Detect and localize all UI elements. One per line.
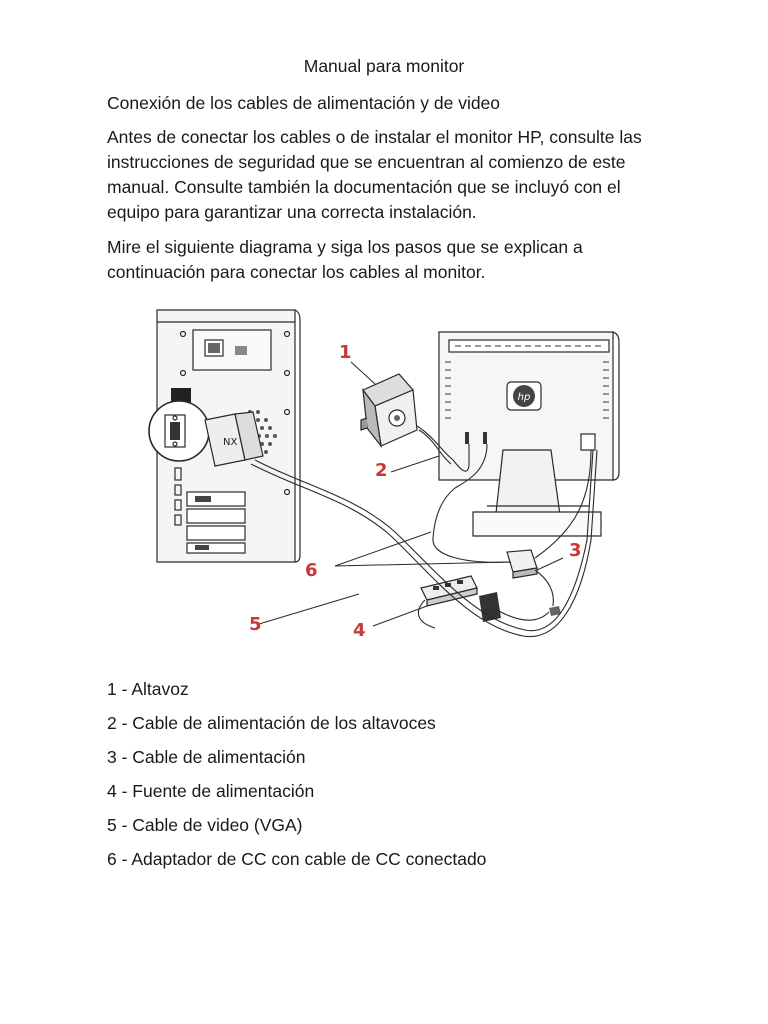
intro-paragraph: Antes de conectar los cables o de instalar el monitor HP, consulte las instrucciones de seguridad que se encuentran al comienzo de este manual. Consulte también la documentación que se incluyó con el equipo para garantizar una correcta instalación. <box>107 127 642 222</box>
expansion-slots <box>187 492 245 553</box>
page-title: Manual para monitor <box>303 56 465 76</box>
legend-item: 5 - Cable de video (VGA) <box>107 815 303 835</box>
dc-adapter <box>507 550 537 578</box>
monitor <box>439 332 619 536</box>
speaker <box>361 374 417 446</box>
legend-item: 2 - Cable de alimentación de los altavoces <box>107 713 436 733</box>
section-heading: Conexión de los cables de alimentación y de video <box>107 93 501 113</box>
computer-badge: NX <box>223 437 238 448</box>
legend-item: 4 - Fuente de alimentación <box>107 781 315 801</box>
callout-6: 6 <box>305 560 318 581</box>
callout-1: 1 <box>339 342 352 363</box>
diagram-instructions-paragraph: Mire el siguiente diagrama y siga los pasos que se explican a continuación para conectar los cables al monitor. <box>107 237 583 282</box>
legend-item: 1 - Altavoz <box>107 679 189 699</box>
vga-plug <box>205 412 263 466</box>
callout-2: 2 <box>375 460 388 481</box>
legend-item: 3 - Cable de alimentación <box>107 747 306 767</box>
cable-connection-diagram <box>135 300 635 662</box>
callout-3: 3 <box>569 540 582 561</box>
legend-item: 6 - Adaptador de CC con cable de CC conectado <box>107 849 487 869</box>
legend-list <box>107 677 486 881</box>
callout-5: 5 <box>249 614 262 635</box>
callout-4: 4 <box>353 620 366 641</box>
hp-logo: hp <box>517 392 531 403</box>
